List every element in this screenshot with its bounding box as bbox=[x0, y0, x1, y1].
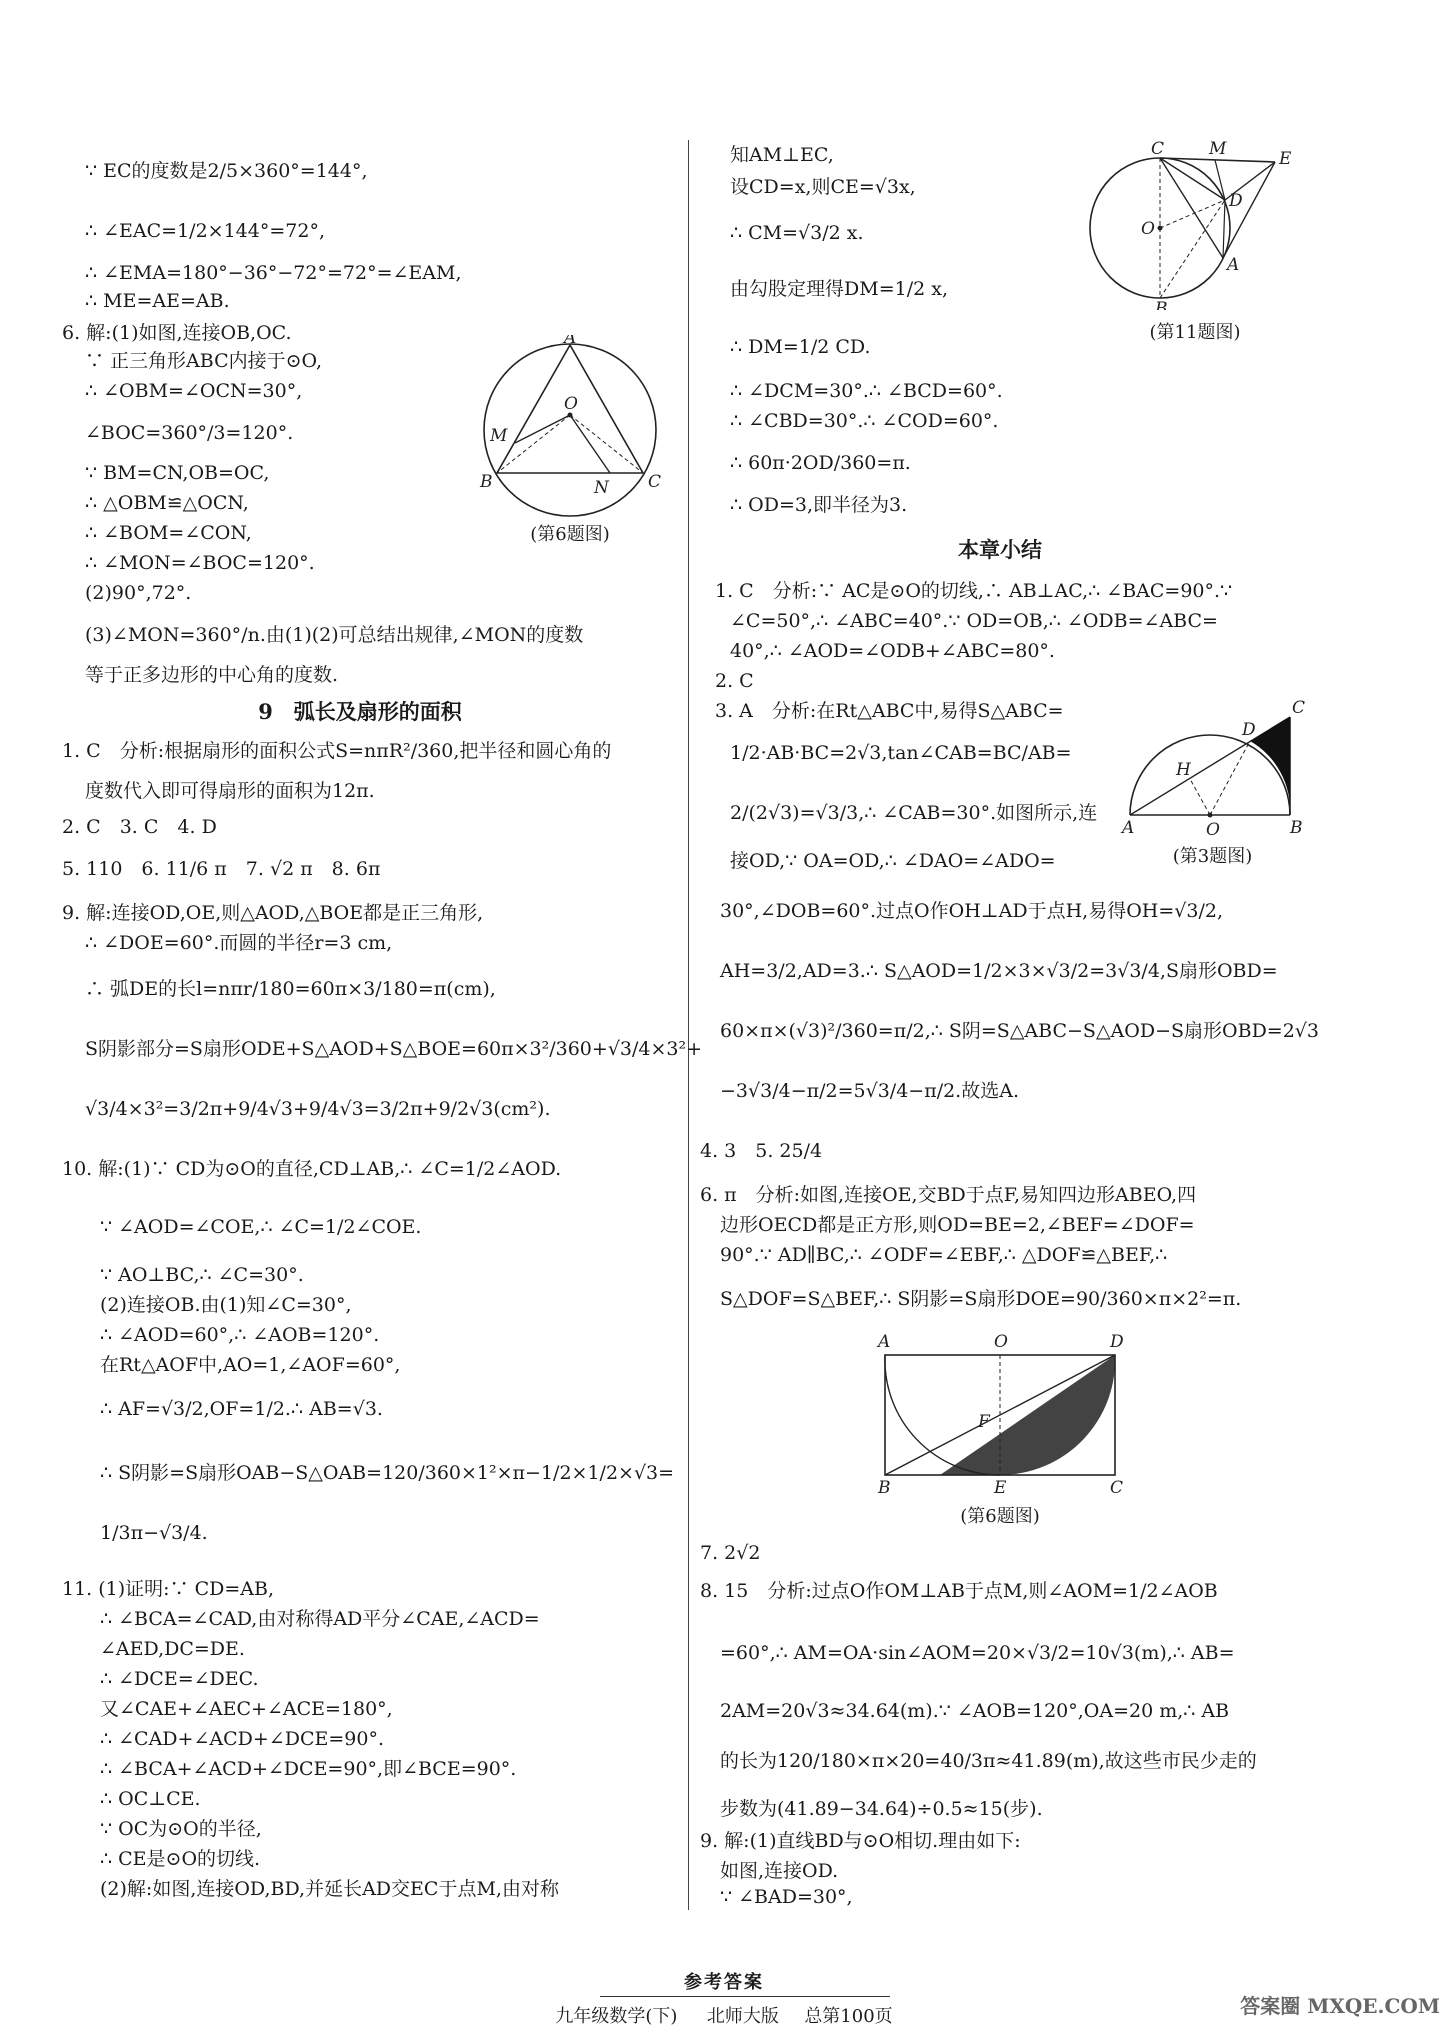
label-b: B bbox=[1155, 299, 1168, 310]
text-line: 1/2·AB·BC=2√3,tan∠CAB=BC/AB= bbox=[730, 742, 1072, 764]
text-line: =60°,∴ AM=OA·sin∠AOM=20×√3/2=10√3(m),∴ AB= bbox=[720, 1642, 1235, 1664]
text-line: 40°,∴ ∠AOD=∠ODB+∠ABC=80°. bbox=[730, 640, 1055, 662]
text-line: 由勾股定理得DM=1/2 x, bbox=[730, 278, 948, 300]
text-line: S△DOF=S△BEF,∴ S阴影=S扇形DOE=90/360×π×2²=π. bbox=[720, 1288, 1242, 1310]
label-c: C bbox=[1151, 140, 1165, 159]
text-line: 边形OECD都是正方形,则OD=BE=2,∠BEF=∠DOF= bbox=[720, 1214, 1195, 1236]
segment-ob bbox=[497, 415, 570, 473]
text-line: ∴ ∠DCM=30°.∴ ∠BCD=60°. bbox=[730, 380, 1003, 402]
text-line: 60×π×(√3)²/360=π/2,∴ S阴=S△ABC−S△AOD−S扇形OBD=2√3 bbox=[720, 1020, 1320, 1042]
text-line: ∴ ∠EAC=1/2×144°=72°, bbox=[85, 220, 325, 242]
text-line: ∴ ∠BCA=∠CAD,由对称得AD平分∠CAE,∠ACD= bbox=[100, 1608, 540, 1630]
shaded-sector bbox=[940, 1355, 1115, 1475]
text-line: 3. A 分析:在Rt△ABC中,易得S△ABC= bbox=[715, 700, 1064, 722]
text-line: ∴ ∠EMA=180°−36°−72°=72°=∠EAM, bbox=[85, 262, 462, 284]
text-line: 10. 解:(1)∵ CD为⊙O的直径,CD⊥AB,∴ ∠C=1/2∠AOD. bbox=[62, 1158, 562, 1180]
text-line: ∴ ME=AE=AB. bbox=[85, 290, 230, 312]
footer-edition: 北师大版 bbox=[706, 2006, 779, 2027]
text-line: ∵ EC的度数是2/5×360°=144°, bbox=[85, 160, 368, 182]
text-line: (2)解:如图,连接OD,BD,并延长AD交EC于点M,由对称 bbox=[100, 1878, 559, 1900]
text-line: 6. 解:(1)如图,连接OB,OC. bbox=[62, 322, 292, 344]
footer-grade: 九年级数学(下) bbox=[555, 2006, 678, 2027]
text-line: ∴ S阴影=S扇形OAB−S△OAB=120/360×1²×π−1/2×1/2×√3= bbox=[100, 1462, 675, 1484]
figure-3-semicircle bbox=[1120, 695, 1305, 840]
text-line: 9. 解:(1)直线BD与⊙O相切.理由如下: bbox=[700, 1830, 1021, 1852]
text-line: 8. 15 分析:过点O作OM⊥AB于点M,则∠AOM=1/2∠AOB bbox=[700, 1580, 1218, 1602]
text-line: ∴ ∠BCA+∠ACD+∠DCE=90°,即∠BCE=90°. bbox=[100, 1758, 517, 1780]
text-line: 又∠CAE+∠AEC+∠ACE=180°, bbox=[100, 1698, 393, 1720]
label-a: A bbox=[1122, 818, 1135, 838]
text-line: ∴ CE是⊙O的切线. bbox=[100, 1848, 261, 1870]
text-line: 知AM⊥EC, bbox=[730, 144, 834, 166]
text-line: ∴ 60π·2OD/360=π. bbox=[730, 452, 911, 474]
text-line: ∴ ∠OBM=∠OCN=30°, bbox=[85, 380, 303, 402]
text-line: 5. 110 6. 11/6 π 7. √2 π 8. 6π bbox=[62, 858, 381, 880]
segment-on bbox=[570, 415, 610, 473]
shaded-region bbox=[1250, 717, 1290, 815]
text-line: ∴ OD=3,即半径为3. bbox=[730, 494, 908, 516]
text-line: ∴ OC⊥CE. bbox=[100, 1788, 201, 1810]
text-line: ∵ ∠AOD=∠COE,∴ ∠C=1/2∠COE. bbox=[100, 1216, 422, 1238]
figure-6-triangle bbox=[470, 335, 670, 525]
circle-o bbox=[484, 344, 656, 516]
label-d: D bbox=[1229, 191, 1243, 211]
label-d: D bbox=[1242, 720, 1256, 740]
text-line: 90°.∵ AD∥BC,∴ ∠ODF=∠EBF,∴ △DOF≌△BEF,∴ bbox=[720, 1244, 1168, 1266]
label-a: A bbox=[564, 335, 577, 348]
figure-6-caption: (第6题图) bbox=[530, 524, 610, 545]
footer-info bbox=[0, 2002, 1448, 2028]
text-line: 如图,连接OD. bbox=[720, 1860, 839, 1882]
label-m: M bbox=[1209, 140, 1227, 159]
label-o: O bbox=[1141, 219, 1155, 239]
label-o: O bbox=[1206, 820, 1220, 840]
text-line: ∴ ∠DOE=60°.而圆的半径r=3 cm, bbox=[85, 932, 393, 954]
label-a: A bbox=[878, 1332, 891, 1352]
text-line: AH=3/2,AD=3.∴ S△AOD=1/2×3×√3/2=3√3/4,S扇形OBD= bbox=[720, 960, 1278, 982]
text-line: 9. 解:连接OD,OE,则△AOD,△BOE都是正三角形, bbox=[62, 902, 484, 924]
figure-11-circle bbox=[1085, 140, 1305, 310]
label-e: E bbox=[994, 1478, 1007, 1495]
figure-6-rectangle bbox=[870, 1325, 1130, 1495]
label-c: C bbox=[1110, 1478, 1124, 1495]
text-line: ∠C=50°,∴ ∠ABC=40°.∵ OD=OB,∴ ∠ODB=∠ABC= bbox=[730, 610, 1218, 632]
text-line: 接OD,∵ OA=OD,∴ ∠DAO=∠ADO= bbox=[730, 850, 1056, 872]
text-line: 2/(2√3)=√3/3,∴ ∠CAB=30°.如图所示,连 bbox=[730, 802, 1098, 824]
text-line: ∴ ∠MON=∠BOC=120°. bbox=[85, 552, 315, 574]
text-line: 设CD=x,则CE=√3x, bbox=[730, 176, 916, 198]
label-o: O bbox=[564, 394, 578, 414]
text-line: ∴ ∠AOD=60°,∴ ∠AOB=120°. bbox=[100, 1324, 380, 1346]
text-line: ∴ AF=√3/2,OF=1/2.∴ AB=√3. bbox=[100, 1398, 383, 1420]
label-b: B bbox=[878, 1478, 891, 1495]
label-b: B bbox=[480, 472, 493, 492]
text-line: ∵ OC为⊙O的半径, bbox=[100, 1818, 262, 1840]
label-a: A bbox=[1227, 255, 1240, 275]
label-b: B bbox=[1290, 818, 1303, 838]
segment-oc bbox=[570, 415, 643, 473]
text-line: 等于正多边形的中心角的度数. bbox=[85, 664, 339, 686]
text-line: ∴ ∠CAD+∠ACD+∠DCE=90°. bbox=[100, 1728, 384, 1750]
label-d: D bbox=[1110, 1332, 1124, 1352]
text-line: ∴ DM=1/2 CD. bbox=[730, 336, 871, 358]
text-line: −3√3/4−π/2=5√3/4−π/2.故选A. bbox=[720, 1080, 1019, 1102]
text-line: ∵ ∠BAD=30°, bbox=[720, 1886, 853, 1908]
watermark: 答案圈 MXQE.COM bbox=[1240, 1994, 1440, 2018]
text-line: ∠AED,DC=DE. bbox=[100, 1638, 245, 1660]
text-line: 30°,∠DOB=60°.过点O作OH⊥AD于点H,易得OH=√3/2, bbox=[720, 900, 1223, 922]
text-line: 的长为120/180×π×20=40/3π≈41.89(m),故这些市民少走的 bbox=[720, 1750, 1257, 1772]
text-line: ∴ CM=√3/2 x. bbox=[730, 222, 864, 244]
label-f: F bbox=[978, 1412, 990, 1432]
figure-11-caption: (第11题图) bbox=[1149, 322, 1241, 343]
text-line: ∵ BM=CN,OB=OC, bbox=[85, 462, 270, 484]
figure-3-caption: (第3题图) bbox=[1172, 846, 1253, 867]
text-line: (3)∠MON=360°/n.由(1)(2)可总结出规律,∠MON的度数 bbox=[85, 624, 584, 646]
text-line: (2)连接OB.由(1)知∠C=30°, bbox=[100, 1294, 352, 1316]
text-line: 7. 2√2 bbox=[700, 1542, 761, 1564]
text-line: 1. C 分析:根据扇形的面积公式S=nπR²/360,把半径和圆心角的 bbox=[62, 740, 612, 762]
text-line: ∴ △OBM≌△OCN, bbox=[85, 492, 249, 514]
footer-page: 总第100页 bbox=[804, 2006, 893, 2027]
footer-title: 参考答案 bbox=[684, 1972, 764, 1993]
column-divider bbox=[688, 140, 689, 1910]
label-c: C bbox=[648, 472, 662, 492]
text-line: ∴ ∠DCE=∠DEC. bbox=[100, 1668, 259, 1690]
label-m: M bbox=[490, 426, 508, 446]
text-line: 4. 3 5. 25/4 bbox=[700, 1140, 823, 1162]
segment-om bbox=[515, 415, 570, 443]
text-line: ∴ ∠CBD=30°.∴ ∠COD=60°. bbox=[730, 410, 999, 432]
label-h: H bbox=[1176, 760, 1191, 780]
text-line: 2AM=20√3≈34.64(m).∵ ∠AOB=120°,OA=20 m,∴ AB bbox=[720, 1700, 1230, 1722]
text-line: 度数代入即可得扇形的面积为12π. bbox=[85, 780, 375, 802]
text-line: ∵ AO⊥BC,∴ ∠C=30°. bbox=[100, 1264, 304, 1286]
text-line: 11. (1)证明:∵ CD=AB, bbox=[62, 1578, 275, 1600]
label-e: E bbox=[1279, 149, 1292, 169]
text-line: 1. C 分析:∵ AC是⊙O的切线,∴ AB⊥AC,∴ ∠BAC=90°.∵ bbox=[715, 580, 1233, 602]
text-line: 在Rt△AOF中,AO=1,∠AOF=60°, bbox=[100, 1354, 401, 1376]
text-line: 2. C bbox=[715, 670, 754, 692]
footer-rule bbox=[600, 1996, 890, 1997]
label-n: N bbox=[594, 478, 609, 498]
text-line: ∴ 弧DE的长l=nπr/180=60π×3/180=π(cm), bbox=[85, 978, 496, 1000]
text-line: 6. π 分析:如图,连接OE,交BD于点F,易知四边形ABEO,四 bbox=[700, 1184, 1197, 1206]
text-line: ∵ 正三角形ABC内接于⊙O, bbox=[85, 350, 323, 372]
section-heading: 本章小结 bbox=[958, 537, 1042, 562]
text-line: S阴影部分=S扇形ODE+S△AOD+S△BOE=60π×3²/360+√3/4×3²+ bbox=[85, 1038, 703, 1060]
figure-6b-caption: (第6题图) bbox=[960, 1506, 1040, 1527]
text-line: √3/4×3²=3/2π+9/4√3+9/4√3=3/2π+9/2√3(cm²). bbox=[85, 1098, 551, 1120]
text-line: 1/3π−√3/4. bbox=[100, 1522, 208, 1544]
text-line: (2)90°,72°. bbox=[85, 582, 192, 604]
text-line: 2. C 3. C 4. D bbox=[62, 816, 217, 838]
label-o: O bbox=[994, 1332, 1008, 1352]
label-c: C bbox=[1292, 698, 1305, 718]
text-line: ∠BOC=360°/3=120°. bbox=[85, 422, 294, 444]
text-line: 步数为(41.89−34.64)÷0.5≈15(步). bbox=[720, 1798, 1043, 1820]
text-line: ∴ ∠BOM=∠CON, bbox=[85, 522, 252, 544]
section-heading: 9 弧长及扇形的面积 bbox=[258, 699, 462, 724]
